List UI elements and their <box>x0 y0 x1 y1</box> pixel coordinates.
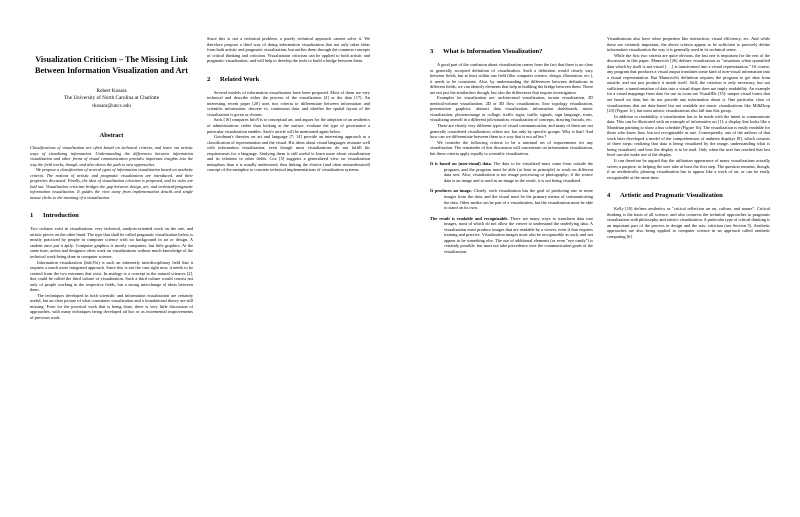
section-number: 2 <box>207 75 211 83</box>
criteria-item <box>430 188 593 210</box>
column-3 <box>430 36 593 489</box>
paragraph: It can therefore be argued that the utilitarian appearance of many visualizations actually serves a purpose, in helping the user take at least the first step. The question remains, though, if an aesthetically pleasing visualization has to appear like a work of art, or can be easily recognizable at the same time. <box>607 158 770 180</box>
paragraph: Sack [16] compares InfoVis to conceptual art, and argues for the adoption of an aesthetics of administration: rather than looking at the surface, evaluate the type of governance a particular visualization enables. Sack's article will be mentioned again below. <box>207 117 370 134</box>
criteria-item <box>430 216 593 255</box>
criteria-term: It is based on (non-visual) data. <box>430 161 492 167</box>
paragraph: These are clearly very different types of visual communication, and many of them are not generally considered visualization; others are, but only by specific groups. Why is that? And how can we differentiate between them in a way that is not ad hoc? <box>430 123 593 140</box>
paragraph: We consider the following criteria to be a minimal set of requirements for any visualization. The remainder of this discussion will concentrate on information visualization, but these criteria apply equally to scientific visualization. <box>430 139 593 156</box>
paragraph: The techniques developed in both scientific and information visualization are certainly useful, but an clear picture of what constitutes visualization and a foundational theory are still missing. Even for the practical work that is being done, there is very little discussion of approaches, with many techniques being developed ad hoc or as incremental improvements of previous work. <box>30 292 193 320</box>
author-name: Robert Kosara <box>96 88 127 94</box>
author-affiliation: The University of North Carolina at Charlotte <box>63 95 160 102</box>
section-heading-introduction <box>30 211 193 220</box>
criteria-definition: The data to be visualized must come from outside the program, and the program must be able (at least in principle) to work on different data sets. Also, visualization is not image processing or photography; if the source data is an image and is used as an image in the result, it is not being visualized. <box>444 161 593 183</box>
paragraph: Examples for visualization are: architectural visualization, terrain visualization, 3D medical/volume visualization, 2D or 3D flow visualization, flow topology visualization, presentation graphics, abstract data visualization, information dashboards, music visualization, photomontage or collage, traffic signs, traffic signals, sign language, icons, visualizing oneself in a different job/situation, visualization of concepts, drawing fractals, etc. <box>430 95 593 123</box>
abstract-paragraph: We propose a classification of several types of information visualization based on aesthetic criteria. The notions of artistic and pragmatic visualization are introduced, and their properties discussed. Finally, the idea of visualization criticism is proposed, and its rules are laid out. Visualization criticism bridges the gap between design, art, and technical/pragmatic information visualization. It guides the view away from implementation details and single mouse clicks to the meaning of a visualization. <box>30 167 193 200</box>
section-title: Introduction <box>43 212 79 220</box>
section-heading-artistic-pragmatic <box>607 191 770 200</box>
criteria-term: It produces an image. <box>430 188 472 194</box>
page-title-line-2: Between Information Visualization and Art <box>34 66 189 75</box>
author-email: rkosara@uncc.edu <box>92 102 131 109</box>
paragraph: Since this is not a technical problem, a purely technical approach cannot solve it. We therefore propose a third way of doing information visualization that not only takes ideas from both artistic and pragmatic visualization, but unifies them through the common concepts of critical thinking and criticism. Visualization criticism can be applied to both artistic and pragmatic visualization, and will help to develop the tools to build a bridge between them. <box>207 36 370 64</box>
section-heading-what-is-infovis <box>430 47 593 56</box>
section-title: Artistic and Pragmatic Visualization <box>620 192 723 200</box>
column-2 <box>207 36 370 489</box>
section-title: Related Work <box>220 75 260 83</box>
criteria-definition: Clearly, each visualization has the goal of producing one or more images from the data, and the visual must be the primary means of communicating the data. Other media can be part of a visualization, but the visualization must be able to stand on its own. <box>444 188 593 211</box>
page-right-columns <box>430 36 770 489</box>
abstract-heading: Abstract <box>99 132 124 140</box>
page-right-content <box>400 0 800 517</box>
section-number: 4 <box>607 192 611 200</box>
page-left-columns <box>30 36 370 489</box>
criteria-list <box>430 161 593 254</box>
paragraph: Kelly [10] defines aesthetics as "critical reflection on art, culture, and nature". Critical thinking is the basis of all science, and also connects the technical approaches to pragmatic visualization with philosophy and artistic visualization. A particular type of critical thinking is an important part of the process in design and the arts: criticism (see Section 5). Aesthetic approaches are also being applied to computer science in an approach called aesthetic computing [6]. <box>607 206 770 239</box>
page-title-line-1: Visualization Criticism – The Missing Link <box>35 55 188 64</box>
paragraph: Information visualization (InfoVis) is such an inherently interdisciplinary field that it requires a much more integrated approach. Since this is not the case right now, it needs to be created from the two extremes that exist. In analogy to a concept in the natural sciences [2], this could be called the third culture of visualization. Such a third culture would consist not only of people working in the respective fields, but a strong interchange of ideas between them. <box>30 259 193 293</box>
page-title <box>30 54 193 76</box>
paper-page-right <box>400 0 800 517</box>
section-number: 1 <box>30 212 34 220</box>
author-block <box>30 88 193 110</box>
criteria-definition: There are many ways to transform data into images, most of which do not allow the viewer to understand the underlying data. A visualization must produce images that are readable by a viewer, even if that requires training and practice. Visualization images must also be recognizable as such, and not appear to be something else. The use of additional elements (or even "eye candy") is certainly possible, but must not take precedence over the communication goals of the visualization. <box>444 215 594 254</box>
abstract-paragraph: Classifications of visualization are often based on technical criteria, and leave out artistic ways of visualizing information. Understanding the differences between information visualization and other forms of visual communication provides important insights into the way the field works, though, and also shows the path to new approaches. <box>30 145 193 167</box>
paragraph: Several models of information visualization have been proposed. Most of them are very technical and describe either the process of the visualization [4] or the data [17]. An interesting recent paper [20] uses two criteria to differentiate between information and scientific information: discrete vs. continuous data, and whether the spatial layout of the visualization is given or chosen. <box>207 89 370 117</box>
section-number: 3 <box>430 48 434 55</box>
paragraph: In addition to readability, a visualization has to be made with the intent to communicate data. This can be illustrated with an example of informative art [1]: a display that looks like a Mondrian painting to show a bus schedule (Figure 1b). The visualization is easily readable for those who know how, but not recognizable as one. Consequently, one of the authors of that work later developed a model of the comprehension of ambient displays [8], which consists of three steps: realizing that data is being visualized by the image, understanding what is being visualized, and how the display is to be read. Only when the user has reached that last level can she make use of the display. <box>607 113 770 158</box>
paragraph: Visualizations also have other properties like interaction, visual efficiency, etc. And while these are certainly important, the above criteria appear to be sufficient to precisely define information visualization the way it is generally used in its technical sense. <box>607 36 770 53</box>
paragraph: Two cultures exist in visualization: very technical, analysis-oriented work on the one, and artistic pieces on the other hand. The type that shall be called pragmatic visualization below is mostly practiced by people in computer science with no background in art or design. A student once put it aptly: Computer graphics is mostly computers, but little graphics. At the same time, artists and designers often work on visualizations without much knowledge of the technical work being done in computer science. <box>30 226 193 259</box>
section-heading-related-work <box>207 75 370 84</box>
column-4 <box>607 36 770 489</box>
section-title: What is Information Visualization? <box>443 48 543 55</box>
criteria-term: The result is readable and recognizable. <box>430 215 509 221</box>
paragraph: While the first two criteria are quite obvious, the last one is important for the rest of the discussion in this paper. Manovich [26] defines visualization as "situations when quantified data which by itself is not visual [. . .] is transformed into a visual representation." Of course, any program that produces a visual output translates some kind of non-visual information into a visual representation. But Manovich's definition requires the program to get data from outside, and not just produce it inside itself. Still, the criterion is only necessary, but not sufficient: a transformation of data into a visual shape does not imply readability. An example for a visual mappings from data for use as icons are VisualIDs [15]: unique visual forms that are based on data, but do not provide any information about it. One particular class of visualizations that are data-based but not readable are music visualizations like MilkDrop [23] (Figure 1c), but most artistic visualizations also fall into this group. <box>607 52 770 114</box>
column-1 <box>30 36 193 489</box>
paragraph: A good part of the confusion about visualization comes from the fact that there is no clear or generally accepted definition of visualization. Such a definition would clearly vary between fields, but at least within one field (like computer science, design, illustration, etc.), it needs to be consistent. Also, by understanding the differences between definitions in different fields, we can identify elements that help in building the bridge between them. These are not just the similarities though, but also the differences that require investigation. <box>430 62 593 95</box>
paragraph: Goodman's theories on art and language [7, 14] provide an interesting approach to a classification of representation and the visual. His ideas about visual languages resonate well with information visualization, even though most visualizations do not fulfill his requirements for a language. Studying them is still useful to learn more about visualization and its relations to other fields. Cox [5] suggests a generalized view on visualization metaphors than it is usually understood, thus linking the elusive (and often misunderstood) concept of the metaphor to concrete technical implementations of visualization systems. <box>207 134 370 173</box>
criteria-item <box>430 161 593 183</box>
